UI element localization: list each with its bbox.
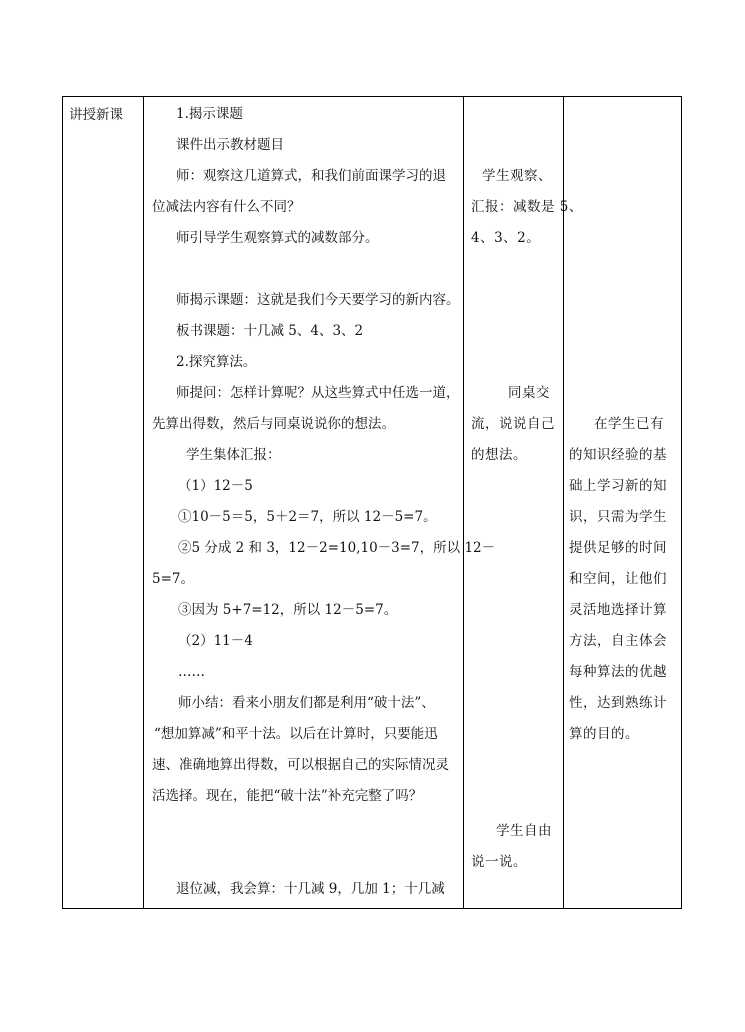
text-line: ③因为 5+7=12，所以 12－5=7。 [178, 602, 398, 618]
text-line: 2.探究算法。 [176, 354, 257, 370]
text-line: 的知识经验的基 [569, 447, 667, 463]
section-label: 讲授新课 [69, 107, 123, 123]
student-activity-cell [464, 97, 583, 908]
text-line: 础上学习新的知 [569, 478, 667, 494]
text-line: 师揭示课题：这就是我们今天要学习的新内容。 [176, 292, 460, 308]
text-line: 同桌交 [508, 385, 550, 401]
text-line: ①10－5＝5，5＋2＝7，所以 12－5=7。 [178, 509, 437, 525]
text-line: （2）11－4 [178, 633, 253, 649]
text-line: 学生观察、 [482, 168, 552, 184]
text-line: 汇报：减数是 5、 [471, 199, 583, 215]
text-line: 1.揭示课题 [176, 106, 243, 122]
text-line: 师提问：怎样计算呢？从这些算式中任选一道， [176, 385, 460, 401]
text-line: 性，达到熟练计 [569, 695, 667, 711]
text-line: 5=7。 [152, 571, 194, 587]
text-line: 说一说。 [471, 854, 527, 870]
text-line: （1）12－5 [178, 478, 253, 494]
text-line: 提供足够的时间 [569, 540, 667, 556]
text-line: 4、3、2。 [471, 230, 541, 246]
text-line: 先算出得数，然后与同桌说说你的想法。 [152, 416, 395, 432]
lesson-table [62, 96, 682, 909]
text-line: 师引导学生观察算式的减数部分。 [176, 230, 379, 246]
text-line: 位减法内容有什么不同？ [152, 199, 301, 215]
text-line: …… [178, 664, 205, 680]
text-line: “想加算减”和平十法。以后在计算时，只要能迅 [154, 726, 438, 742]
text-line: 活选择。现在，能把“破十法”补充完整了吗？ [152, 788, 423, 804]
text-line: 学生集体汇报： [186, 447, 281, 463]
text-line: 速、准确地算出得数，可以根据自己的实际情况灵 [152, 757, 449, 773]
text-line: 每种算法的优越 [569, 664, 667, 680]
text-line: ②5 分成 2 和 3，12－2=10,10－3=7，所以 12－ [178, 540, 496, 556]
text-line: 板书课题：十几减 5、4、3、2 [176, 323, 364, 339]
text-line: 和空间，让他们 [569, 571, 667, 587]
text-line: 灵活地选择计算 [569, 602, 667, 618]
text-line: 师小结：看来小朋友们都是利用“破十法”、 [178, 695, 435, 711]
text-line: 退位减，我会算：十几减 9，几加 1；十几减 [176, 881, 445, 897]
text-line: 流，说说自己 [471, 416, 555, 432]
text-line: 课件出示教材题目 [176, 137, 284, 153]
design-intent-cell [564, 97, 681, 908]
text-line: 识，只需为学生 [569, 509, 667, 525]
text-line: 师：观察这几道算式，和我们前面课学习的退 [176, 168, 446, 184]
text-line: 学生自由 [496, 823, 552, 839]
text-line: 方法，自主体会 [569, 633, 667, 649]
text-line: 的想法。 [471, 447, 527, 463]
text-line: 算的目的。 [569, 726, 639, 742]
section-cell [63, 97, 143, 908]
text-line: 在学生已有 [594, 416, 664, 432]
teacher-activity-cell [144, 97, 496, 908]
